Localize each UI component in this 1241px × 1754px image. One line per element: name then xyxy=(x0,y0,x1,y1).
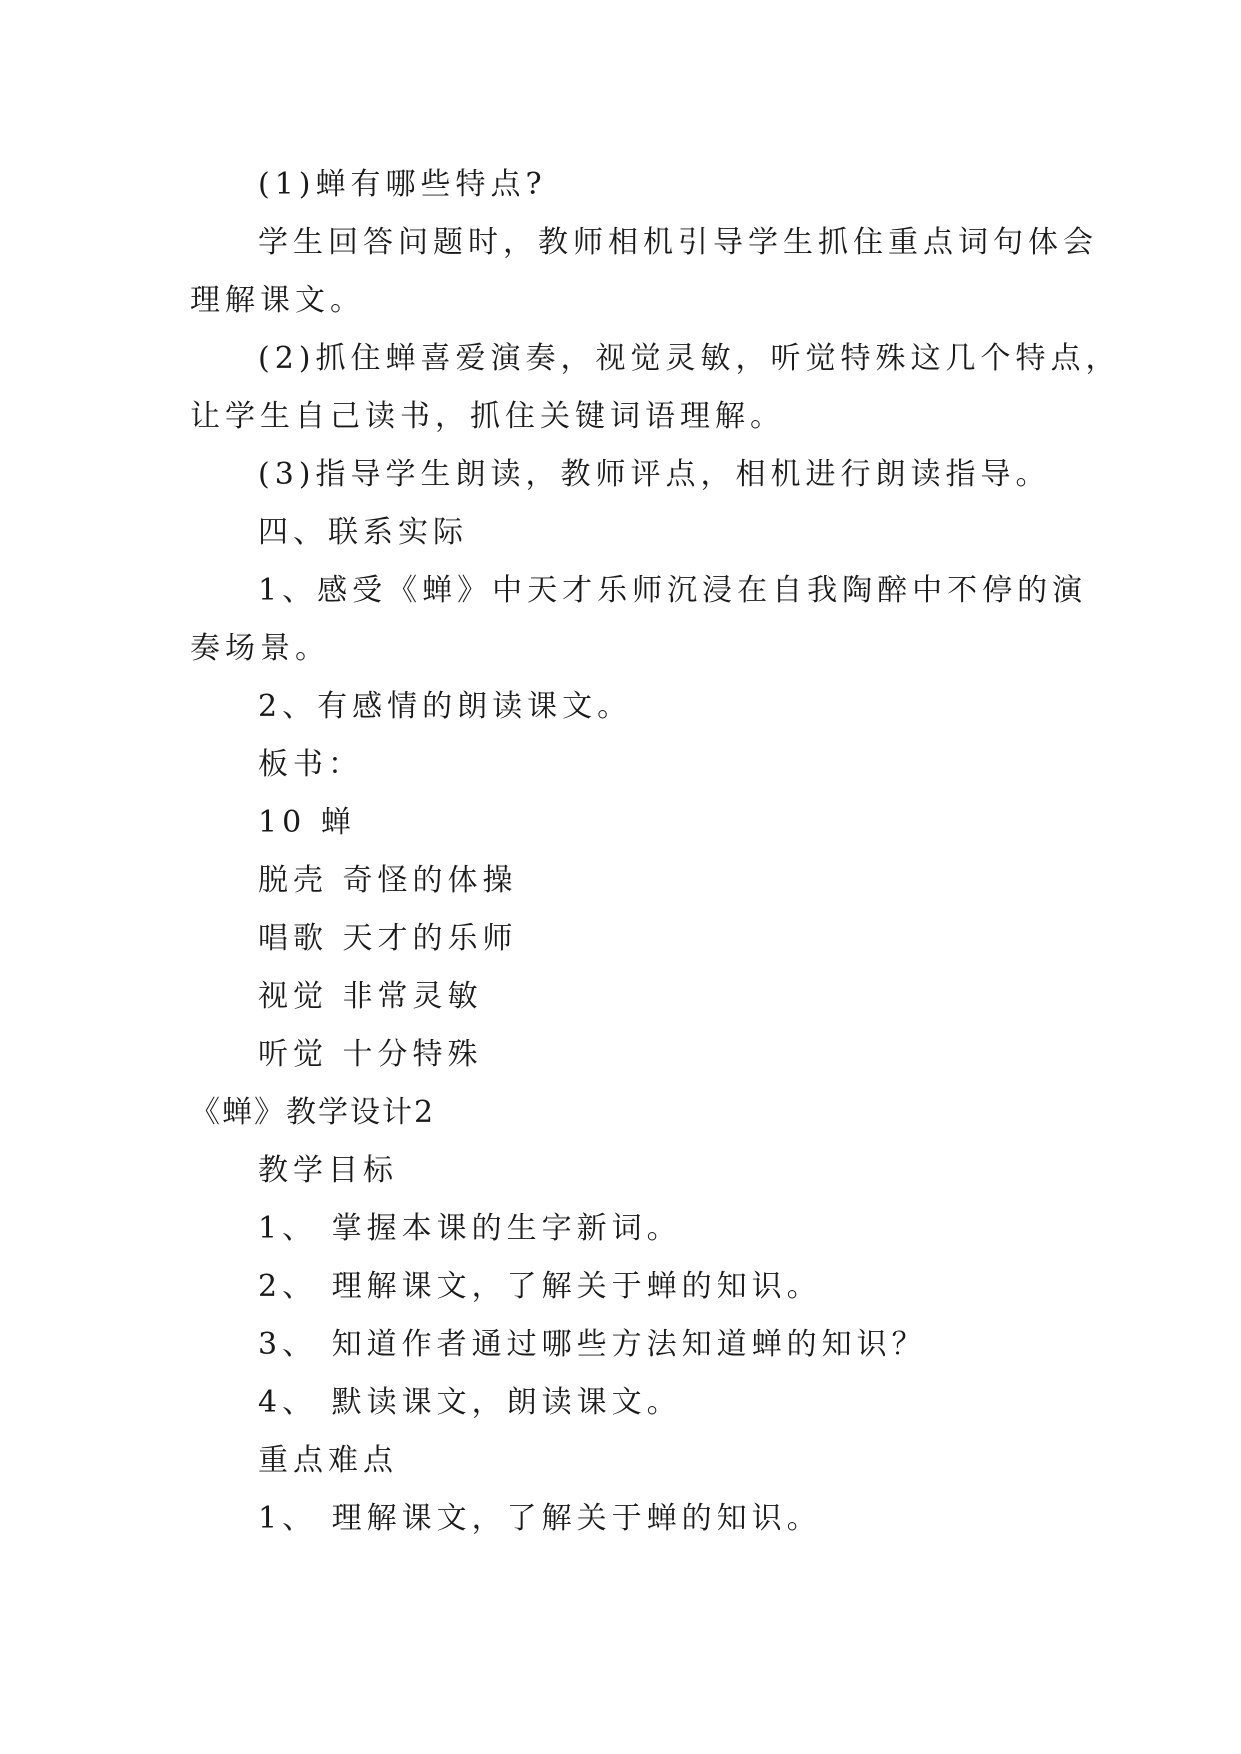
list-item: 2、有感情的朗读课文。 xyxy=(258,689,633,724)
paragraph-step-2-continued: 让学生自己读书，抓住关键词语理解。 xyxy=(190,399,785,434)
board-line: 听觉 十分特殊 xyxy=(258,1037,483,1072)
board-title: 10 蝉 xyxy=(258,805,356,840)
list-item: 1、感受《蝉》中天才乐师沉浸在自我陶醉中不停的演 xyxy=(258,573,1088,608)
document-section-title: 《蝉》教学设计2 xyxy=(190,1095,436,1130)
section-heading: 教学目标 xyxy=(258,1153,398,1188)
board-line: 视觉 非常灵敏 xyxy=(258,979,483,1014)
paragraph-step-2: (2)抓住蝉喜爱演奏，视觉灵敏，听觉特殊这几个特点， xyxy=(258,341,1121,376)
board-line: 脱壳 奇怪的体操 xyxy=(258,863,518,898)
section-heading: 重点难点 xyxy=(258,1443,398,1478)
list-item: 2、 理解课文，了解关于蝉的知识。 xyxy=(258,1269,822,1304)
list-item: 1、 掌握本课的生字新词。 xyxy=(258,1211,682,1246)
board-line: 唱歌 天才的乐师 xyxy=(258,921,518,956)
paragraph-question-1: (1)蝉有哪些特点? xyxy=(258,167,547,202)
list-item: 4、 默读课文，朗读课文。 xyxy=(258,1385,682,1420)
board-heading: 板书： xyxy=(258,747,363,782)
paragraph-text: 学生回答问题时，教师相机引导学生抓住重点词句体会 xyxy=(258,225,1098,260)
list-item-continued: 奏场景。 xyxy=(190,631,330,666)
section-heading: 四、联系实际 xyxy=(258,515,468,550)
list-item: 3、 知道作者通过哪些方法知道蝉的知识？ xyxy=(258,1327,927,1362)
list-item: 1、 理解课文，了解关于蝉的知识。 xyxy=(258,1501,822,1536)
paragraph-step-3: (3)指导学生朗读，教师评点，相机进行朗读指导。 xyxy=(258,457,1051,492)
paragraph-text-continued: 理解课文。 xyxy=(190,283,365,318)
